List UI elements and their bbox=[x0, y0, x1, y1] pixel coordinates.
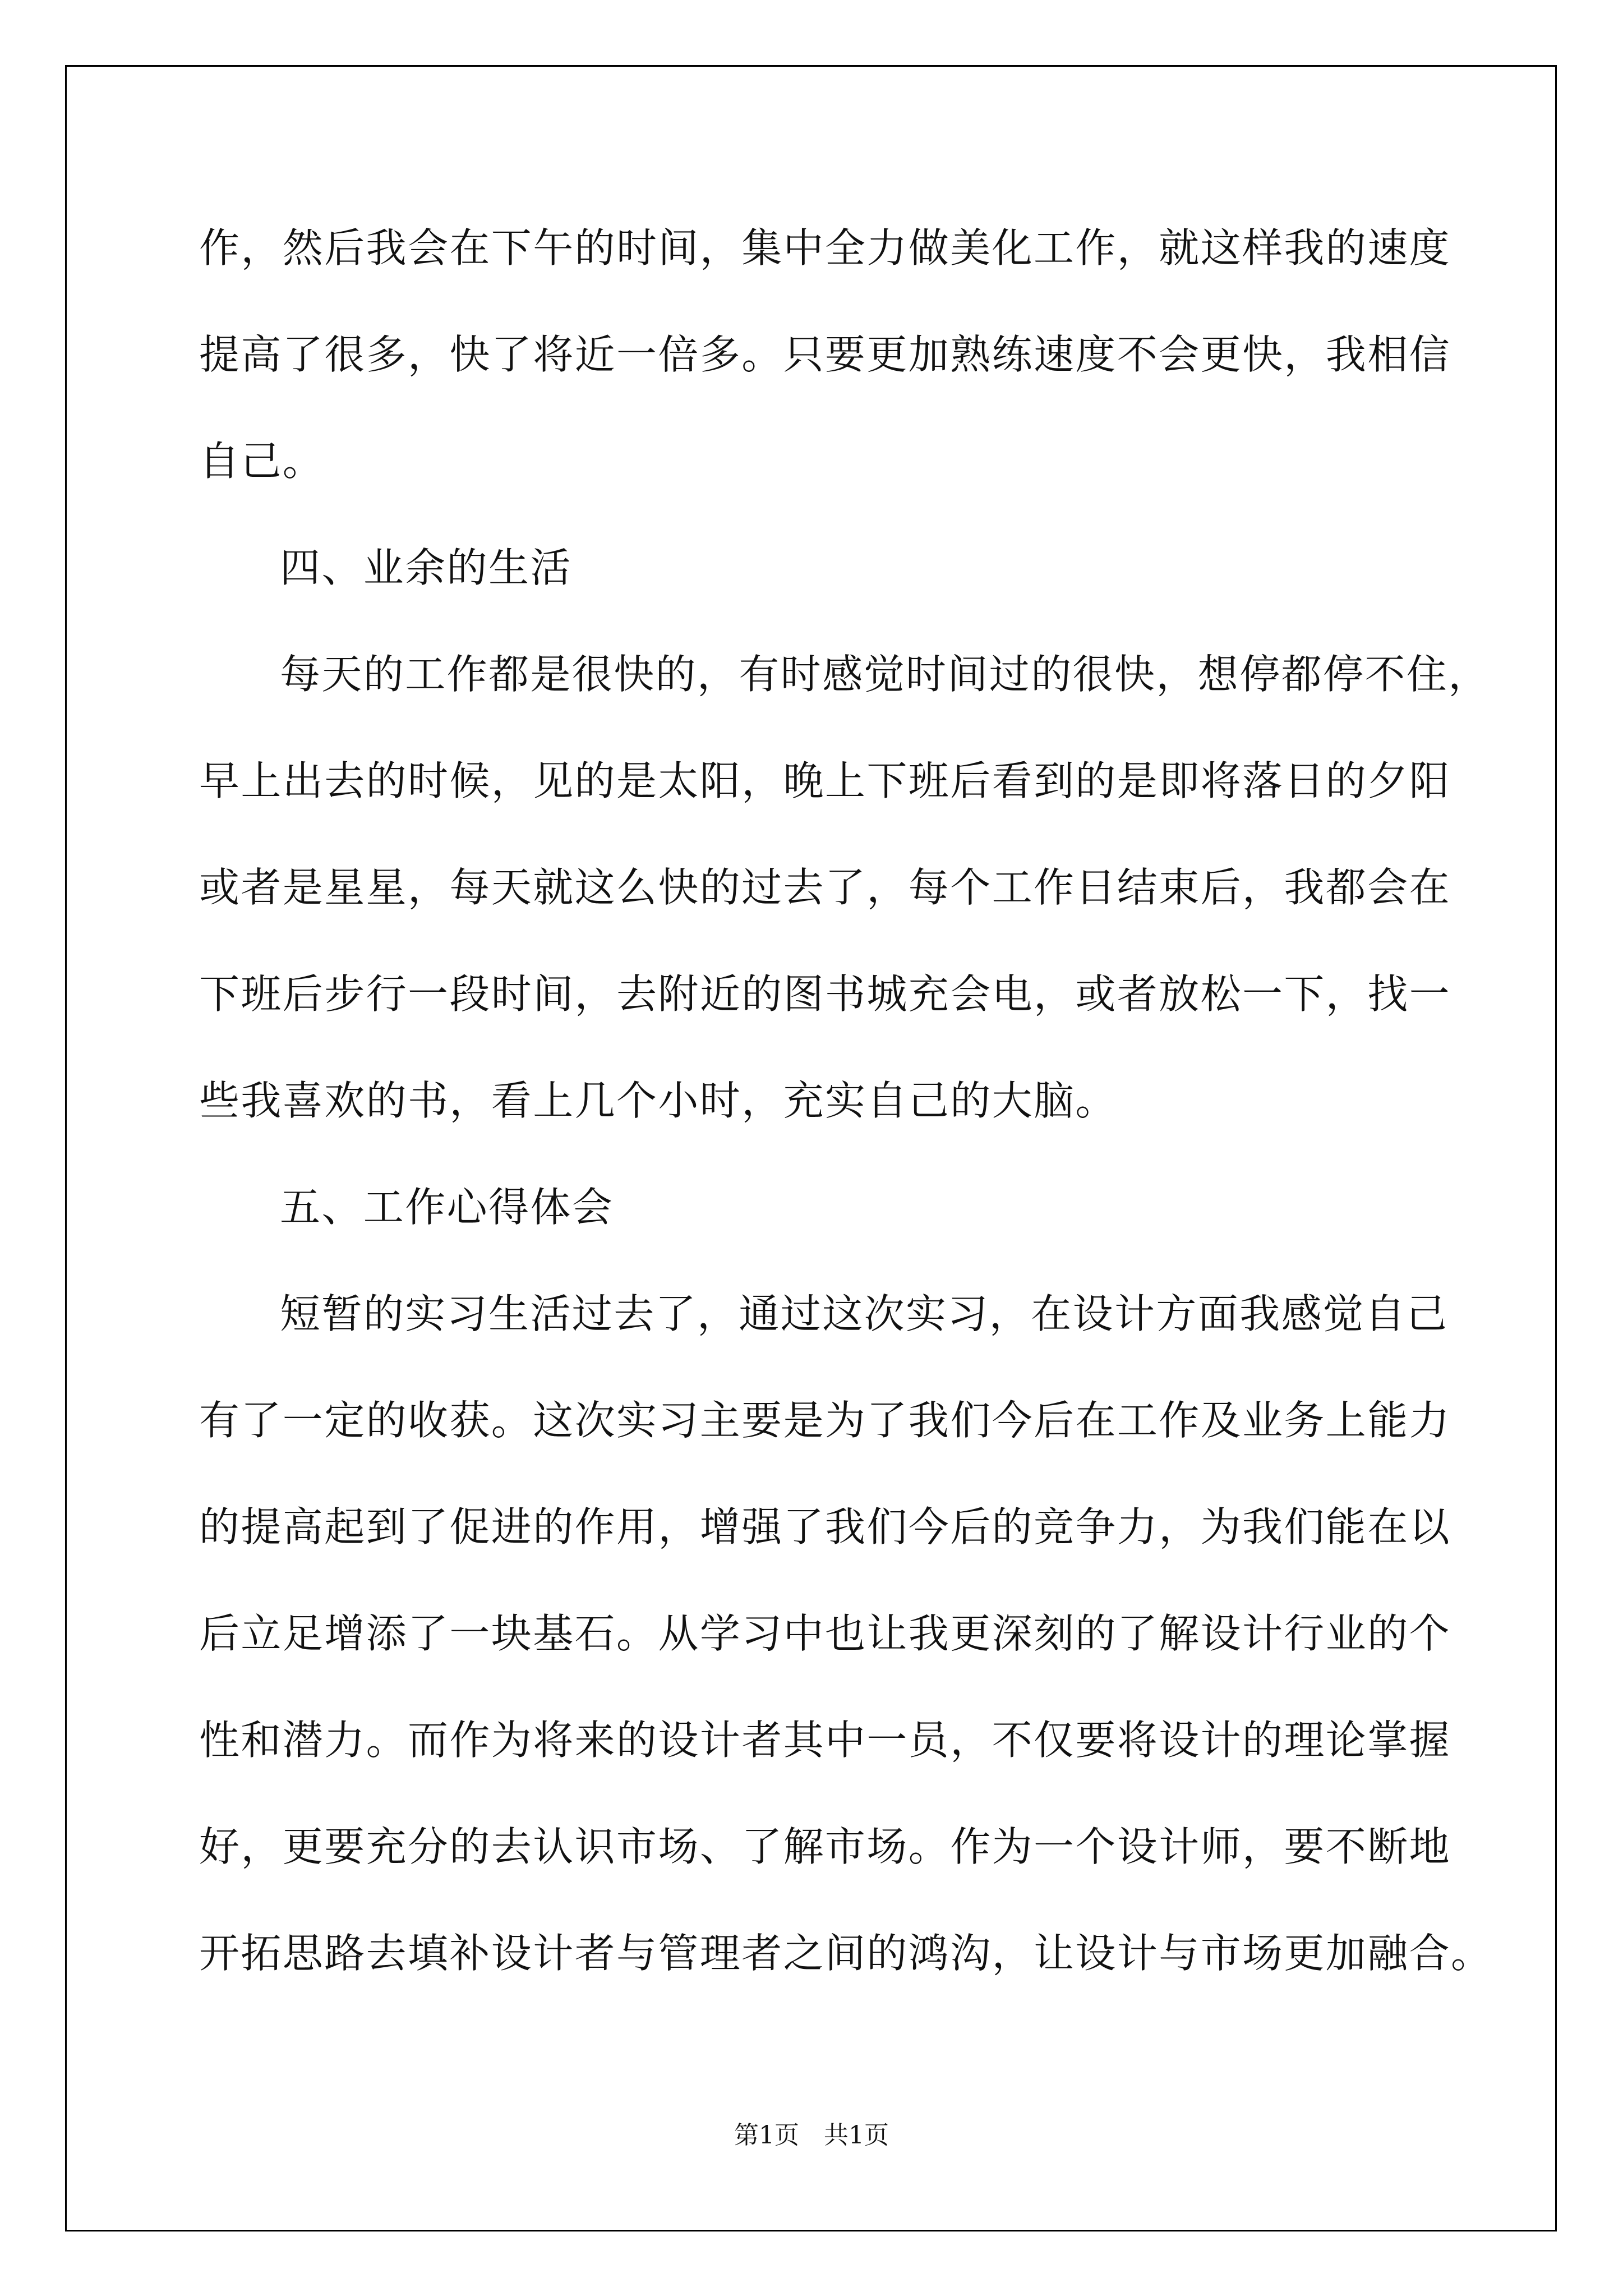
text-line: 的提高起到了促进的作用，增强了我们今后的竞争力，为我们能在以 bbox=[199, 1503, 1451, 1550]
text-line: 下班后步行一段时间，去附近的图书城充会电，或者放松一下，找一 bbox=[199, 970, 1451, 1018]
text-line: 开拓思路去填补设计者与管理者之间的鸿沟，让设计与市场更加融合。 bbox=[199, 1930, 1493, 1977]
section-heading-5: 五、工作心得体会 bbox=[280, 1184, 614, 1231]
document-body bbox=[199, 216, 1493, 2028]
text-line: 自己。 bbox=[199, 438, 325, 485]
page-number-footer: 第1页 共1页 bbox=[734, 2121, 889, 2150]
text-line: 作，然后我会在下午的时间，集中全力做美化工作，就这样我的速度 bbox=[199, 224, 1451, 272]
text-line: 有了一定的收获。这次实习主要是为了我们今后在工作及业务上能力 bbox=[199, 1397, 1451, 1444]
text-line: 好，更要充分的去认识市场、了解市场。作为一个设计师，要不断地 bbox=[199, 1823, 1451, 1870]
paragraph-start: 每天的工作都是很快的，有时感觉时间过的很快，想停都停不住， bbox=[280, 651, 1490, 698]
text-line: 后立足增添了一块基石。从学习中也让我更深刻的了解设计行业的个 bbox=[199, 1610, 1451, 1657]
text-line: 性和潜力。而作为将来的设计者其中一员，不仅要将设计的理论掌握 bbox=[199, 1717, 1451, 1764]
text-line: 或者是星星，每天就这么快的过去了，每个工作日结束后，我都会在 bbox=[199, 864, 1451, 911]
text-line: 些我喜欢的书，看上几个小时，充实自己的大脑。 bbox=[199, 1077, 1117, 1124]
paragraph-start: 短暂的实习生活过去了，通过这次实习，在设计方面我感觉自己 bbox=[280, 1290, 1449, 1337]
section-heading-4: 四、业余的生活 bbox=[280, 544, 572, 591]
text-line: 提高了很多，快了将近一倍多。只要更加熟练速度不会更快，我相信 bbox=[199, 331, 1451, 378]
text-line: 早上出去的时候，见的是太阳，晚上下班后看到的是即将落日的夕阳 bbox=[199, 757, 1451, 804]
